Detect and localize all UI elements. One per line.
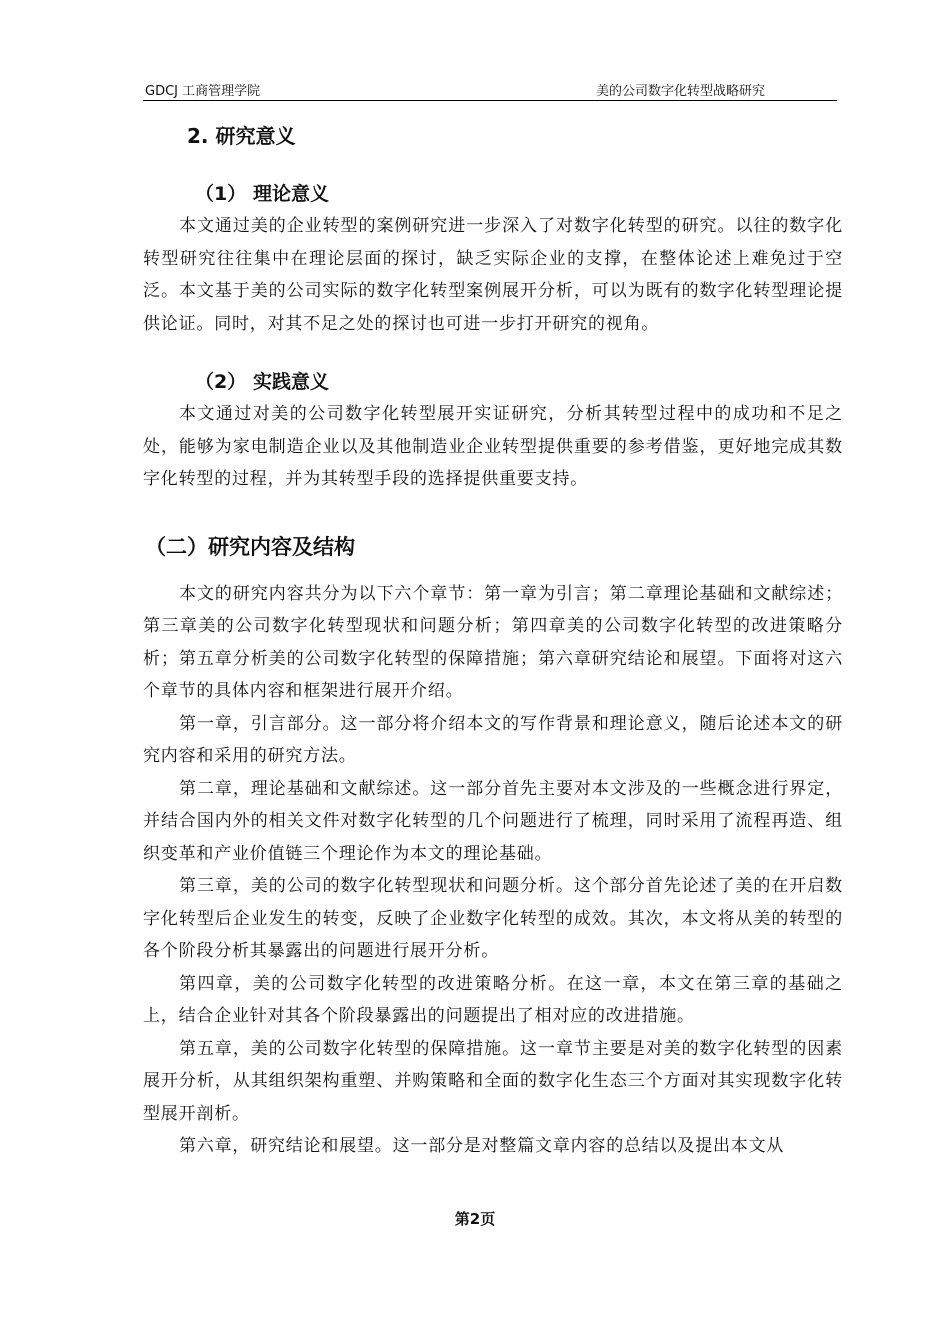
header-document-title: 美的公司数字化转型战略研究: [595, 84, 765, 99]
paragraph-chapter-5: 第五章，美的公司数字化转型的保障措施。这一章节主要是对美的数字化转型的因素展开分析，从其组织架构重塑、并购策略和全面的数字化生态三个方面对其实现数字化转型展开剖析。: [143, 1038, 843, 1124]
page-content: [143, 118, 843, 1163]
paragraph-chapter-4: 第四章，美的公司数字化转型的改进策略分析。在这一章，本文在第三章的基础之上，结合企业针对其各个阶段暴露出的问题提出了相对应的改进措施。: [143, 973, 843, 1026]
subheading-title: 实践意义: [253, 371, 330, 393]
section-heading-research-significance: 2. 研究意义: [187, 124, 296, 148]
page-header: [143, 78, 837, 101]
paragraph-theoretical-significance: 本文通过美的企业转型的案例研究进一步深入了对数字化转型的研究。以往的数字化转型研究往往集中在理论层面的探讨，缺乏实际企业的支撑，在整体论述上难免过于空泛。本文基于美的公司实际的数字化转型案例展开分析，可以为既有的数字化转型理论提供论证。同时，对其不足之处的探讨也可进一步打开研究的视角。: [143, 216, 843, 334]
paragraph-chapter-3: 第三章，美的公司的数字化转型现状和问题分析。这个部分首先论述了美的在开启数字化转型后企业发生的转变，反映了企业数字化转型的成效。其次，本文将从美的转型的各个阶段分析其暴露出的问题进行展开分析。: [143, 876, 843, 961]
paragraph-chapter-1: 第一章，引言部分。这一部分将介绍本文的写作背景和理论意义，随后论述本文的研究内容和采用的研究方法。: [143, 713, 843, 766]
header-institution: GDCJ 工商管理学院: [145, 84, 261, 99]
section-heading-content-structure: （二）研究内容及结构: [145, 534, 355, 559]
paragraph-overview: 本文的研究内容共分为以下六个章节：第一章为引言；第二章理论基础和文献综述；第三章美的公司数字化转型现状和问题分析；第四章美的公司数字化转型的改进策略分析；第五章分析美的公司数字化转型的保障措施；第六章研究结论和展望。下面将对这六个章节的具体内容和框架进行展开介绍。: [143, 583, 843, 701]
subheading-practical-significance: [143, 366, 843, 398]
subheading-theoretical-significance: [143, 178, 843, 210]
page-number: 第2页: [454, 1210, 496, 1228]
subheading-title: 理论意义: [253, 183, 330, 205]
paragraph-chapter-2: 第二章，理论基础和文献综述。这一部分首先主要对本文涉及的一些概念进行界定，并结合国内外的相关文件对数字化转型的几个问题进行了梳理，同时采用了流程再造、组织变革和产业价值链三个理论作为本文的理论基础。: [143, 778, 843, 864]
subheading-number: （2）: [195, 371, 247, 393]
paragraph-practical-significance: 本文通过对美的公司数字化转型展开实证研究，分析其转型过程中的成功和不足之处，能够为家电制造企业以及其他制造业企业转型提供重要的参考借鉴，更好地完成其数字化转型的过程，并为其转型手段的选择提供重要支持。: [143, 404, 843, 489]
subheading-number: （1）: [195, 183, 247, 205]
paragraph-chapter-6: 第六章，研究结论和展望。这一部分是对整篇文章内容的总结以及提出本文从: [179, 1136, 785, 1156]
